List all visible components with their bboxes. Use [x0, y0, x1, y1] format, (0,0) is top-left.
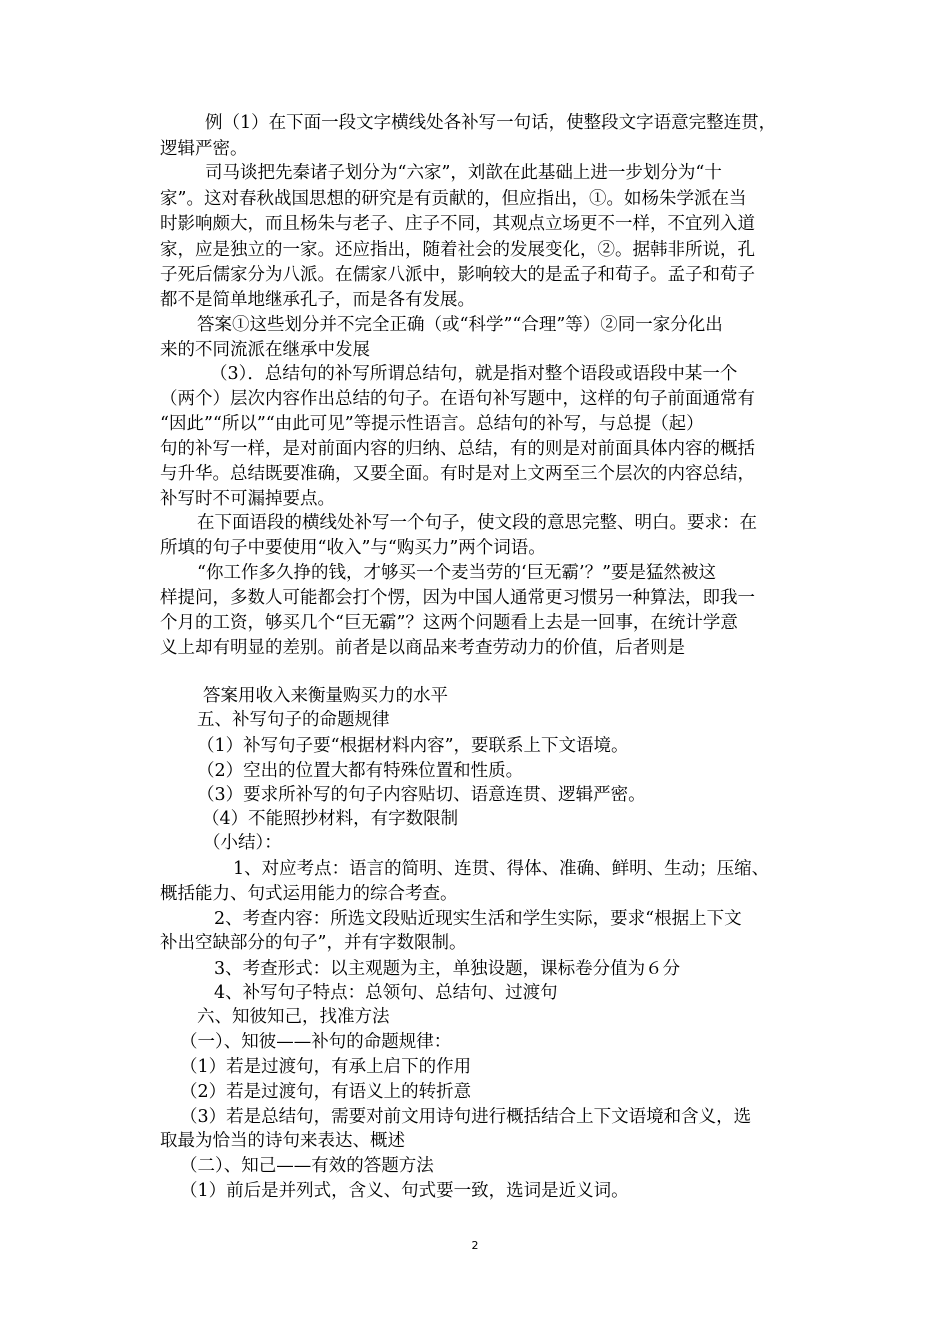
text-line: （1）若是过渡句，有承上启下的作用: [180, 1057, 472, 1077]
text-line: 都不是简单地继承孔子，而是各有发展。: [160, 290, 475, 310]
text-line: 答案用收入来衡量购买力的水平: [203, 686, 448, 706]
text-line: （1）补写句子要“根据材料内容”，要联系上下文语境。: [197, 736, 629, 756]
text-line: 句的补写一样，是对前面内容的归纳、总结，有的则是对前面具体内容的概括: [160, 439, 755, 459]
text-line: 补写时不可漏掉要点。: [160, 489, 335, 509]
text-line: “你工作多久挣的钱，才够买一个麦当劳的‘巨无霸’？”要是猛然被这: [197, 563, 717, 583]
page-number: 2: [471, 1239, 479, 1252]
text-line: （4）不能照抄材料，有字数限制: [202, 809, 459, 829]
text-line: 司马谈把先秦诸子划分为“六家”，刘歆在此基础上进一步划分为“十: [205, 163, 722, 183]
text-line: 4、补写句子特点：总领句、总结句、过渡句: [214, 983, 558, 1003]
text-line: 逻辑严密。: [160, 139, 248, 159]
text-line: 取最为恰当的诗句来表达、概述: [160, 1131, 405, 1151]
text-line: 所填的句子中要使用“收入”与“购买力”两个词语。: [160, 538, 546, 558]
text-line: （3）．总结句的补写所谓总结句，就是指对整个语段或语段中某一个: [210, 364, 738, 384]
text-line: 概括能力、句式运用能力的综合考查。: [160, 884, 458, 904]
text-line: （小结）：: [203, 833, 282, 853]
text-line: （3）要求所补写的句子内容贴切、语意连贯、逻辑严密。: [197, 785, 646, 805]
text-line: 3、考查形式：以主观题为主，单独设题，课标卷分值为６分: [214, 959, 681, 979]
text-line: （一）、知彼——补句的命题规律：: [180, 1032, 452, 1052]
text-line: （3）若是总结句，需要对前文用诗句进行概括结合上下文语境和含义，选: [180, 1107, 752, 1127]
text-line: 子死后儒家分为八派。在儒家八派中，影响较大的是孟子和荀子。孟子和荀子: [160, 265, 755, 285]
text-line: 家，应是独立的一家。还应指出，随着社会的发展变化，②。据韩非所说，孔: [160, 240, 755, 260]
section-heading: 五、补写句子的命题规律: [197, 710, 390, 730]
text-line: （2）空出的位置大都有特殊位置和性质。: [197, 761, 524, 781]
text-line: “因此”“所以”“由此可见”等提示性语言。总结句的补写，与总提（起）: [160, 414, 704, 434]
text-line: 时影响颇大，而且杨朱与老子、庄子不同，其观点立场更不一样，不宜列入道: [160, 214, 755, 234]
text-line: 例（1）在下面一段文字横线处各补写一句话，使整段文字语意完整连贯，: [205, 113, 777, 133]
text-line: （两个）层次内容作出总结的句子。在语句补写题中，这样的句子前面通常有: [160, 389, 755, 409]
text-line: 家”。这对春秋战国思想的研究是有贡献的，但应指出，①。如杨朱学派在当: [160, 189, 747, 209]
text-line: （2）若是过渡句，有语义上的转折意: [180, 1082, 472, 1102]
text-line: （1）前后是并列式，含义、句式要一致，选词是近义词。: [180, 1181, 629, 1201]
text-line: （二）、知己——有效的答题方法: [180, 1156, 434, 1176]
text-line: 个月的工资，够买几个“巨无霸”？这两个问题看上去是一回事，在统计学意: [160, 613, 738, 633]
text-line: 与升华。总结既要准确，又要全面。有时是对上文两至三个层次的内容总结，: [160, 464, 755, 484]
text-line: 2、考查内容：所选文段贴近现实生活和学生实际，要求“根据上下文: [214, 909, 742, 929]
text-line: 样提问，多数人可能都会打个愣，因为中国人通常更习惯另一种算法，即我一: [160, 588, 755, 608]
text-line: 答案①这些划分并不完全正确（或“科学”“合理”等）②同一家分化出: [197, 315, 723, 335]
text-line: 在下面语段的横线处补写一个句子，使文段的意思完整、明白。要求：在: [197, 513, 757, 533]
text-line: 来的不同流派在继承中发展: [160, 340, 370, 360]
text-line: 补出空缺部分的句子”，并有字数限制。: [160, 933, 467, 953]
text-line: 义上却有明显的差别。前者是以商品来考查劳动力的价值，后者则是: [160, 638, 685, 658]
text-line: 1、对应考点：语言的简明、连贯、得体、准确、鲜明、生动；压缩、: [233, 859, 770, 879]
section-heading: 六、知彼知己，找准方法: [197, 1007, 390, 1027]
